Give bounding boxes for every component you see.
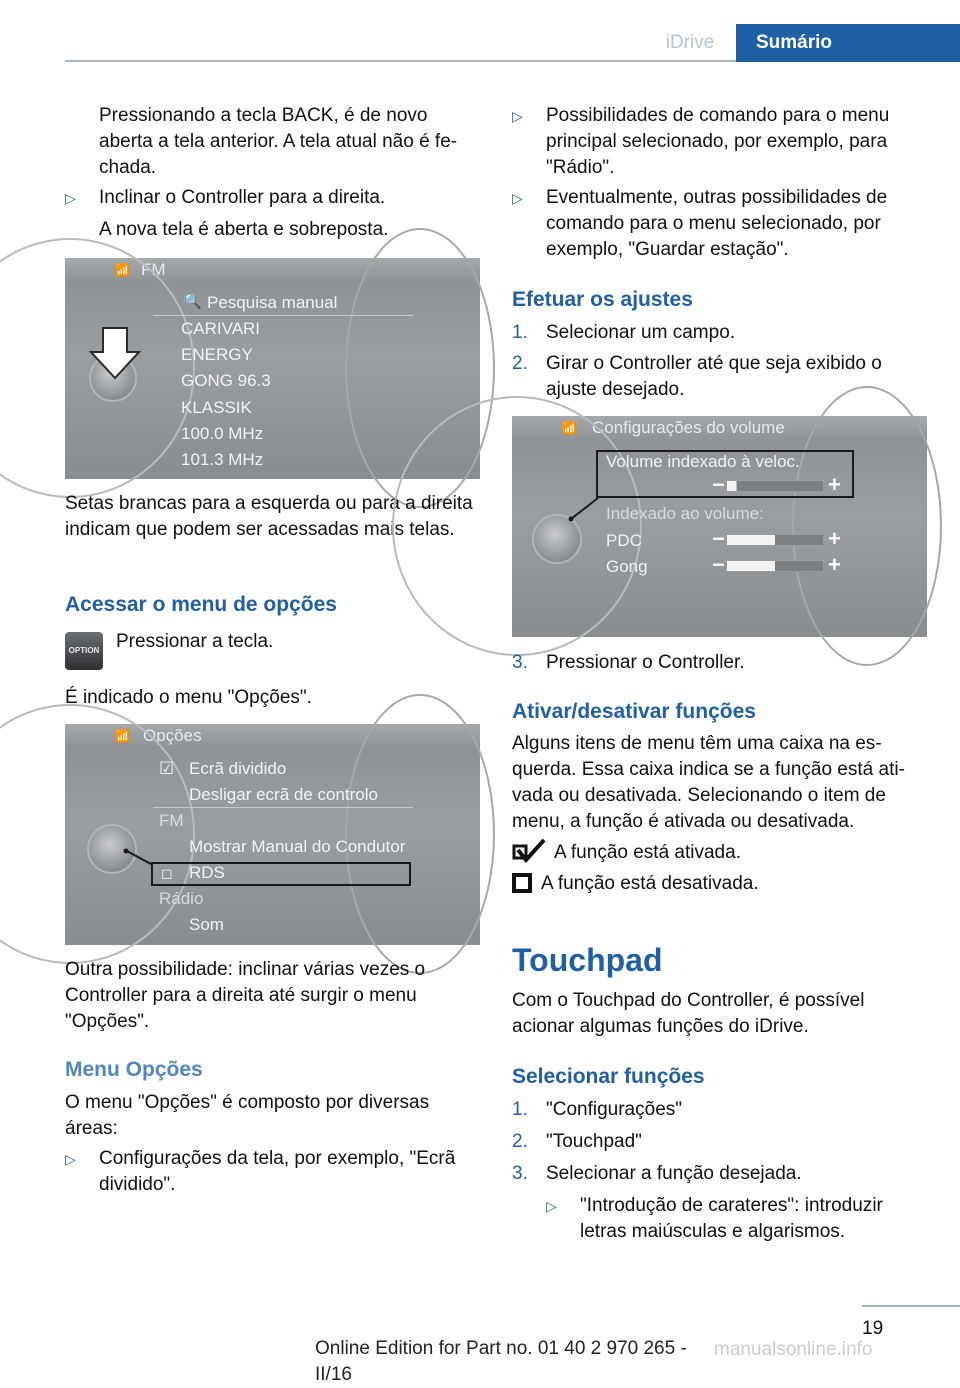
bullet-text: Eventualmente, outras possibilidades de comando para o menu selecionado, por exemplo, "Guardar estação". [546,187,888,260]
menu-section: Rádio [159,889,204,908]
heading-selecionar: Selecionar funções [512,1065,705,1088]
menu-item: Volume indexado à veloc. [606,452,800,471]
footer-rule [862,1305,960,1307]
checkbox-checked-icon: ☑ [159,759,175,778]
watermark: manualsonline.info [714,1339,873,1360]
pdc-slider [726,534,824,546]
heading-ativar: Ativar/desativar funções [512,700,756,723]
plus-icon: + [828,552,841,577]
menu-item: Mostrar Manual do Condutor [189,837,406,856]
menu-item: KLASSIK [181,398,252,417]
bullet-text: Configurações da tela, por exemplo, "Ecrã dividido". [99,1148,456,1195]
step-number: 2. [512,353,528,374]
step-text: Selecionar um campo. [546,322,736,343]
menu-item: CARIVARI [181,319,261,338]
page-number: 19 [862,1318,884,1339]
bullet-text: "Introdução de carateres": introduzir letras maiúsculas e algarismos. [580,1195,883,1242]
bullet-triangle-icon: ▷ [546,1198,557,1214]
step-text: Pressionar o Controller. [546,652,745,673]
menu-item: Pesquisa manual [207,293,338,312]
antenna-icon: 📶 [115,263,130,277]
paragraph-back: Pressionando a tecla BACK, é de novo aberta a tela anterior. A tela atual não é fechada. [99,105,458,178]
step-item [512,1129,930,1155]
bullet-sub-text: A nova tela é aberta e sobreposta. [99,219,389,240]
paragraph-options-shown: É indicado o menu "Opções". [65,687,312,708]
tab-idrive[interactable]: iDrive [665,32,715,53]
bullet-screen-settings [65,1146,480,1198]
menu-item: GONG 96.3 [181,371,271,390]
step-item [512,320,930,346]
minus-icon: − [712,472,725,497]
step-number: 2. [512,1131,528,1152]
text-function-on: A função está ativada. [554,842,741,863]
menu-item: ENERGY [181,345,253,364]
bullet-triangle-icon: ▷ [512,190,523,206]
step-number: 3. [512,652,528,673]
bullet-text: Possibilidades de comando para o menu principal selecionado, por exemplo, para "Rádio". [546,105,890,178]
menu-section: FM [159,811,184,830]
screen-title: FM [141,260,166,279]
paragraph-alternative: Outra possibilidade: inclinar várias vezes o Controller para a direita até surgir o menu "Opções". [65,959,426,1032]
bullet-triangle-icon: ▷ [512,108,523,124]
menu-item: 101.3 MHz [181,450,264,469]
antenna-icon: 📶 [562,421,577,435]
step-text: Girar o Controller até que seja exibido o ajuste desejado. [546,353,882,400]
text-function-off: A função está desativada. [541,873,759,894]
paragraph-checkbox: Alguns itens de menu têm uma caixa na esquerda. Essa caixa indica se a função está ativada ou desativada. Selecionando o item de menu, a função é ativada ou desativada. [512,733,905,832]
screen-title: Configurações do volume [592,418,785,437]
step-text: Selecionar a função desejada. [546,1163,802,1184]
separator [153,315,413,316]
step-item [512,1161,930,1187]
heading-ajustes: Efetuar os ajustes [512,288,693,311]
menu-item: PDC [606,531,642,550]
controller-arc [392,396,642,656]
screen-title: Opções [143,726,202,745]
antenna-icon: 📶 [115,729,130,743]
plus-icon: + [828,472,841,497]
tab-sumario[interactable]: Sumário [736,24,960,62]
checkbox-empty-icon: ◻ [161,865,173,881]
step-number: 3. [512,1163,528,1184]
paragraph-press-key: Pressionar a tecla. [116,631,274,652]
bullet-character-input [512,1193,930,1245]
pointer-line-icon [123,848,153,868]
option-key-icon: OPTION [65,632,103,670]
gong-slider [726,560,824,572]
down-arrow-icon [89,326,141,380]
bullet-text: Inclinar o Controller para a direita. [99,187,386,208]
bullet-main-menu-options [512,103,930,181]
bullet-other-options [512,185,930,263]
paragraph-arrows: Setas brancas para a esquerda ou para a direita indicam que podem ser acessadas mais telas. [65,493,473,540]
step-item [512,650,930,676]
minus-icon: − [712,526,725,551]
right-arc [345,694,495,974]
menu-item: 100.0 MHz [181,424,264,443]
menu-item: Ecrã dividido [189,759,287,778]
paragraph-touchpad: Com o Touchpad do Controller, é possível acionar algumas funções do iDrive. [512,990,865,1037]
edition-line: Online Edition for Part no. 01 40 2 970 265 - II/16 [315,1338,687,1385]
step-number: 1. [512,322,528,343]
checkbox-checked-icon [512,838,546,864]
volume-slider [726,480,824,492]
heading-menu-opcoes: Menu Opções [65,1058,203,1081]
screen-opcoes [65,724,480,945]
checkbox-empty-icon [512,873,532,893]
menu-item: Gong [606,557,648,576]
screen-volume [512,416,927,637]
step-item [512,1097,930,1123]
menu-item: Som [189,915,224,934]
paragraph-menu-areas: O menu "Opções" é composto por diversas áreas: [65,1092,430,1139]
menu-item: Desligar ecrã de controlo [189,785,378,804]
step-number: 1. [512,1099,528,1120]
pointer-line-icon [568,496,600,522]
separator [153,807,413,808]
bullet-triangle-icon: ▷ [65,190,76,206]
step-text: "Configurações" [546,1099,683,1120]
minus-icon: − [712,552,725,577]
heading-touchpad: Touchpad [512,942,663,978]
plus-icon: + [828,526,841,551]
search-icon: 🔍 [183,293,202,310]
step-text: "Touchpad" [546,1131,642,1152]
right-arc [792,386,942,666]
bullet-triangle-icon: ▷ [65,1151,76,1167]
menu-item: RDS [189,863,225,882]
menu-section: Indexado ao volume: [606,504,764,523]
heading-options: Acessar o menu de opções [65,593,337,616]
bullet-tilt-right [65,185,480,211]
